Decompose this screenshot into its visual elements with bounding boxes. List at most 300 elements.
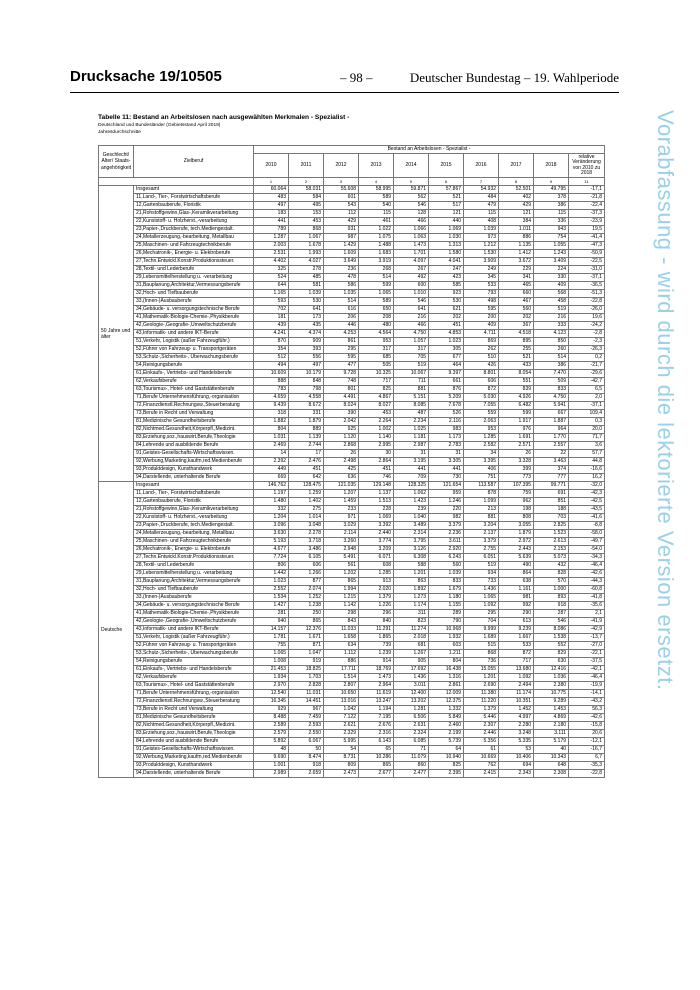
beruf-cell: 94,Darstellende, unterhaltende Berufe (134, 474, 254, 482)
value-cell: 983 (429, 426, 464, 434)
value-cell: 2.236 (429, 530, 464, 538)
value-cell: 7.459 (289, 714, 324, 722)
value-cell: 1.065 (254, 650, 289, 658)
value-cell: 881 (464, 514, 499, 522)
value-cell: 2.550 (289, 730, 324, 738)
value-cell: 490 (499, 562, 534, 570)
value-cell: 8.027 (359, 402, 394, 410)
change-cell: -23,9 (569, 218, 605, 226)
value-cell: 5.335 (499, 738, 534, 746)
value-cell: 2.582 (464, 442, 499, 450)
value-cell: 709 (394, 474, 429, 482)
value-cell: 1.313 (429, 242, 464, 250)
change-cell: -29,6 (569, 370, 605, 378)
value-cell: 441 (429, 466, 464, 474)
value-cell: 4.853 (429, 330, 464, 338)
value-cell: 12.416 (534, 666, 569, 674)
change-cell: 6,5 (569, 386, 605, 394)
beruf-cell: 92,Werbung,Marketing,kaufm,red.Medienberufe (134, 754, 254, 762)
value-cell: 484 (464, 194, 499, 202)
value-cell: 2.477 (394, 770, 429, 778)
value-cell: 2.234 (394, 418, 429, 426)
change-cell: -47,3 (569, 242, 605, 250)
value-cell: 65 (359, 746, 394, 754)
value-cell: 14 (254, 450, 289, 458)
change-cell: -26,0 (569, 306, 605, 314)
value-cell: 12.376 (289, 626, 324, 634)
change-cell: -22,8 (569, 298, 605, 306)
table-row (99, 722, 605, 730)
value-cell: 3.011 (394, 682, 429, 690)
value-cell: 546 (394, 298, 429, 306)
value-cell: 801 (324, 386, 359, 394)
value-cell: 480 (359, 322, 394, 330)
value-cell: 386 (534, 362, 569, 370)
value-cell: 2.498 (324, 458, 359, 466)
value-cell: 809 (324, 762, 359, 770)
value-cell: 825 (359, 386, 394, 394)
value-cell: 1.429 (324, 242, 359, 250)
beruf-cell: 41,Mathematik-Biologie-Chemie-,Physikberufe (134, 314, 254, 322)
value-cell: 561 (324, 562, 359, 570)
value-cell: 929 (254, 706, 289, 714)
change-cell: 20,6 (569, 730, 605, 738)
value-cell: 1.994 (324, 586, 359, 594)
value-cell: 1.243 (534, 250, 569, 258)
value-cell: 432 (534, 562, 569, 570)
value-cell: 519 (394, 362, 429, 370)
table-row (99, 418, 605, 426)
value-cell: 1.379 (464, 706, 499, 714)
beruf-cell: 33,(Innen-)Ausbauberufe (134, 594, 254, 602)
value-cell: 878 (464, 490, 499, 498)
table-row (99, 370, 605, 378)
value-cell: 202 (429, 314, 464, 322)
value-cell: 865 (359, 762, 394, 770)
value-cell: 458 (534, 298, 569, 306)
value-cell: 703 (534, 514, 569, 522)
value-cell: 390 (324, 410, 359, 418)
value-cell: 250 (289, 610, 324, 618)
table-row (99, 378, 605, 386)
change-cell: -27,0 (569, 642, 605, 650)
value-cell: 249 (464, 266, 499, 274)
value-cell: 943 (534, 226, 569, 234)
beruf-cell: 42,Geologie-,Geografie-,Umweltschutzberufe (134, 322, 254, 330)
value-cell: 540 (359, 202, 394, 210)
value-cell: 2.199 (429, 730, 464, 738)
beruf-cell: 41,Mathematik-Biologie-Chemie-,Physikberufe (134, 610, 254, 618)
value-cell: 730 (429, 474, 464, 482)
value-cell: 173 (289, 314, 324, 322)
value-cell: 440 (429, 218, 464, 226)
value-cell: 521 (499, 354, 534, 362)
value-cell: 1.000 (534, 586, 569, 594)
value-cell: 4.867 (359, 394, 394, 402)
value-cell: 399 (499, 466, 534, 474)
value-cell: 1.427 (254, 602, 289, 610)
value-cell: 1.204 (254, 514, 289, 522)
value-cell: 4.241 (254, 330, 289, 338)
value-cell: 1.069 (359, 514, 394, 522)
value-cell: 99.771 (534, 482, 569, 490)
value-cell: 1.075 (359, 234, 394, 242)
value-cell: 1.031 (254, 434, 289, 442)
table-row (99, 298, 605, 306)
value-cell: 10.286 (359, 754, 394, 762)
table-row (99, 242, 605, 250)
group-label: 50 Jahre und älter (99, 186, 134, 482)
beruf-cell: 63,Tourismus-, Hotel- und Gaststättenberufe (134, 386, 254, 394)
value-cell: 3.718 (289, 538, 324, 546)
value-cell: 31 (429, 450, 464, 458)
value-cell: 905 (394, 658, 429, 666)
table-row (99, 578, 605, 586)
value-cell: 889 (289, 426, 324, 434)
value-cell: 200 (464, 314, 499, 322)
beruf-cell: 71,Berufe Unternehmensführung,-organisation (134, 394, 254, 402)
value-cell: 1.667 (499, 634, 534, 642)
table-row (99, 618, 605, 626)
value-cell: 3.392 (359, 522, 394, 530)
value-cell: 2.571 (499, 442, 534, 450)
table-row (99, 730, 605, 738)
value-cell: 4.659 (254, 394, 289, 402)
value-cell: 2.380 (534, 682, 569, 690)
value-cell: 3.096 (254, 522, 289, 530)
beruf-cell: 28,Textil- und Lederberufe (134, 562, 254, 570)
value-cell: 121.035 (324, 482, 359, 490)
value-cell: 11.619 (359, 690, 394, 698)
value-cell: 289 (429, 610, 464, 618)
value-cell: 1.252 (289, 594, 324, 602)
beruf-cell: 72,Finanzdienstl.Rechnungsw.,Steuerberatung (134, 698, 254, 706)
value-cell: 5.995 (324, 738, 359, 746)
value-cell: 783 (254, 386, 289, 394)
value-cell: 1.285 (359, 570, 394, 578)
beruf-cell: 92,Werbung,Marketing,kaufm,red.Medienberufe (134, 458, 254, 466)
beruf-cell: 54,Reinigungsberufe (134, 362, 254, 370)
beruf-cell: 83,Erziehung,soz.,hauswirt.Berufe,Theologie (134, 434, 254, 442)
group-label: Deutsche (99, 482, 134, 778)
value-cell: 886 (499, 234, 534, 242)
value-cell: 789 (254, 226, 289, 234)
value-cell: 1.165 (254, 290, 289, 298)
change-cell: -16,6 (569, 466, 605, 474)
value-cell: 3.029 (324, 522, 359, 530)
value-cell: 519 (464, 562, 499, 570)
value-cell: 17.692 (394, 666, 429, 674)
value-cell: 2.018 (394, 634, 429, 642)
data-table (98, 145, 605, 778)
value-cell: 2.392 (254, 458, 289, 466)
value-cell: 2.308 (534, 770, 569, 778)
value-cell: 2.074 (289, 586, 324, 594)
change-cell: 109,4 (569, 410, 605, 418)
value-cell: 2.964 (359, 682, 394, 690)
value-cell: 3.379 (429, 522, 464, 530)
value-cell: 863 (394, 578, 429, 586)
change-cell: 0,2 (569, 354, 605, 362)
value-cell: 509 (534, 378, 569, 386)
value-cell: 4.402 (254, 258, 289, 266)
header-year: 2016 (464, 154, 499, 178)
change-cell: 56,3 (569, 706, 605, 714)
value-cell: 7.122 (324, 714, 359, 722)
value-cell: 918 (289, 762, 324, 770)
value-cell: 183 (254, 210, 289, 218)
value-cell: 7.195 (359, 714, 394, 722)
value-cell: 600 (394, 282, 429, 290)
value-cell: 6.051 (464, 554, 499, 562)
value-cell: 2.825 (534, 522, 569, 530)
value-cell: 40 (534, 746, 569, 754)
value-cell: 128 (394, 210, 429, 218)
value-cell: 429 (324, 218, 359, 226)
value-cell: 268 (359, 266, 394, 274)
value-cell: 2.116 (429, 418, 464, 426)
value-cell: 967 (289, 706, 324, 714)
value-cell: 1.882 (254, 418, 289, 426)
value-cell: 10.179 (289, 370, 324, 378)
table-row (99, 498, 605, 506)
table-row (99, 474, 605, 482)
value-cell: 8.054 (499, 370, 534, 378)
value-cell: 332 (254, 506, 289, 514)
value-cell: 1.036 (534, 674, 569, 682)
beruf-cell: 94,Darstellende, unterhaltende Berufe (134, 770, 254, 778)
value-cell: 959 (429, 490, 464, 498)
value-cell: 8.086 (534, 626, 569, 634)
header-year: 2011 (289, 154, 324, 178)
value-cell: 1.226 (359, 602, 394, 610)
value-cell: 1.035 (324, 290, 359, 298)
value-cell: 1.423 (394, 498, 429, 506)
beruf-cell: 32,Hoch- und Tiefbauberufe (134, 586, 254, 594)
value-cell: 345 (464, 274, 499, 282)
value-cell: 3.630 (254, 530, 289, 538)
value-cell: 121 (499, 210, 534, 218)
value-cell: 2.621 (324, 722, 359, 730)
value-cell: 982 (429, 514, 464, 522)
value-cell: 18.769 (359, 666, 394, 674)
value-cell: 3.611 (429, 538, 464, 546)
value-cell: 1.011 (499, 226, 534, 234)
value-cell: 556 (289, 354, 324, 362)
beruf-cell: 82,Nichtmed.Gesundheit,Körperpfl.,Medizint. (134, 426, 254, 434)
table-row (99, 234, 605, 242)
value-cell: 940 (254, 618, 289, 626)
value-cell: 1.066 (394, 226, 429, 234)
value-cell: 677 (429, 354, 464, 362)
value-cell: 21.453 (254, 666, 289, 674)
value-cell: 426 (464, 362, 499, 370)
table-row (99, 594, 605, 602)
change-cell: -43,5 (569, 506, 605, 514)
header-year: 2015 (429, 154, 464, 178)
change-cell: -42,5 (569, 498, 605, 506)
value-cell: 3.463 (534, 458, 569, 466)
value-cell: 584 (289, 194, 324, 202)
beruf-cell: 34,Gebäude- u. versorgungstechnische Berufe (134, 306, 254, 314)
value-cell: 1.010 (394, 290, 429, 298)
value-cell: 914 (359, 658, 394, 666)
value-cell: 868 (464, 650, 499, 658)
beruf-cell: 81,Medizinische Gesundheitsberufe (134, 418, 254, 426)
value-cell: 378 (534, 194, 569, 202)
value-cell: 5.849 (429, 714, 464, 722)
value-cell: 7.724 (254, 554, 289, 562)
beruf-cell: 73,Berufe in Recht und Verwaltung (134, 706, 254, 714)
table-row (99, 282, 605, 290)
table-row (99, 314, 605, 322)
value-cell: 691 (534, 490, 569, 498)
change-cell: 57,7 (569, 450, 605, 458)
value-cell: 1.459 (324, 498, 359, 506)
value-cell: 603 (429, 642, 464, 650)
value-cell: 895 (499, 338, 534, 346)
change-cell: -31,0 (569, 266, 605, 274)
value-cell: 762 (464, 762, 499, 770)
change-cell: -21,8 (569, 194, 605, 202)
value-cell: 1.701 (394, 250, 429, 258)
value-cell: 1.473 (359, 674, 394, 682)
value-cell: 3.328 (499, 458, 534, 466)
value-cell: 494 (254, 362, 289, 370)
value-cell: 850 (534, 338, 569, 346)
value-cell: 1.215 (324, 594, 359, 602)
value-cell: 2.307 (464, 722, 499, 730)
table-row (99, 586, 605, 594)
change-cell: -42,1 (569, 666, 605, 674)
value-cell: 630 (534, 658, 569, 666)
header-year: 2017 (499, 154, 534, 178)
value-cell: 439 (254, 322, 289, 330)
table-row (99, 210, 605, 218)
beruf-cell: 27,Techn.Entwickl.Konstr.Produktionssteuer. (134, 258, 254, 266)
value-cell: 1.538 (534, 634, 569, 642)
value-cell: 6.482 (499, 402, 534, 410)
change-cell: -41,8 (569, 594, 605, 602)
change-cell: 16,2 (569, 474, 605, 482)
value-cell: 825 (429, 762, 464, 770)
value-cell: 1.678 (289, 242, 324, 250)
value-cell: 551 (499, 378, 534, 386)
value-cell: 228 (359, 506, 394, 514)
value-cell: 57.867 (429, 186, 464, 194)
value-cell: 650 (359, 306, 394, 314)
value-cell: 451 (359, 466, 394, 474)
value-cell: 4.677 (254, 546, 289, 554)
value-cell: 2.593 (289, 722, 324, 730)
value-cell: 16.438 (429, 666, 464, 674)
value-cell: 1.040 (394, 514, 429, 522)
value-cell: 13.247 (359, 698, 394, 706)
value-cell: 976 (499, 426, 534, 434)
change-cell: 71,7 (569, 434, 605, 442)
value-cell: 188 (534, 506, 569, 514)
value-cell: 2.042 (324, 418, 359, 426)
header-zielberuf: Zielberuf (134, 146, 254, 178)
value-cell: 2.469 (254, 442, 289, 450)
table-row (99, 746, 605, 754)
value-cell: 10.650 (324, 690, 359, 698)
value-cell: 876 (429, 386, 464, 394)
change-cell: -32,0 (569, 482, 605, 490)
value-cell: 48 (254, 746, 289, 754)
value-cell: 923 (429, 290, 464, 298)
change-cell: -46,4 (569, 562, 605, 570)
beruf-cell: 63,Tourismus-, Hotel- und Gaststättenberufe (134, 682, 254, 690)
value-cell: 461 (359, 218, 394, 226)
value-cell: 806 (254, 562, 289, 570)
change-cell: -22,4 (569, 202, 605, 210)
table-row (99, 482, 605, 490)
value-cell: 1.580 (429, 250, 464, 258)
value-cell: 354 (254, 346, 289, 354)
table-row (99, 426, 605, 434)
watermark-text: Vorabfassung - wird durch die lektorierte Version ersetzt. (653, 110, 678, 691)
value-cell: 6.085 (394, 738, 429, 746)
value-cell: 1.689 (464, 634, 499, 642)
beruf-cell: Insgesamt (134, 186, 254, 194)
value-cell: 4.564 (359, 330, 394, 338)
value-cell: 1.120 (324, 434, 359, 442)
value-cell: 298 (324, 610, 359, 618)
value-cell: 1.180 (429, 594, 464, 602)
beruf-cell: 91,Geistes-Gesellschafts-Wirtschaftswissen. (134, 450, 254, 458)
value-cell: 1.917 (499, 418, 534, 426)
value-cell: 595 (464, 306, 499, 314)
value-cell: 115 (464, 210, 499, 218)
value-cell: 1.023 (429, 338, 464, 346)
value-cell: 870 (254, 338, 289, 346)
value-cell: 325 (254, 266, 289, 274)
table-row (99, 450, 605, 458)
value-cell: 198 (499, 506, 534, 514)
value-cell: 477 (324, 362, 359, 370)
value-cell: 1.140 (359, 434, 394, 442)
value-cell: 1.023 (254, 578, 289, 586)
value-cell: 8.801 (464, 370, 499, 378)
value-cell: 1.436 (394, 674, 429, 682)
value-cell: 267 (394, 266, 429, 274)
header-gender: Geschlecht/ Alter/ Staats-angehörigkeit (99, 146, 134, 178)
drucksache-label: Drucksache 19/10505 (70, 68, 222, 85)
value-cell: 1.683 (359, 250, 394, 258)
beruf-cell: 29,Lebensmittelherstellung u. -verarbeitung (134, 570, 254, 578)
value-cell: 1.892 (394, 586, 429, 594)
value-cell: 10.325 (359, 370, 394, 378)
value-cell: 953 (359, 338, 394, 346)
beruf-cell: 52,Führer von Fahrzeug- u. Transportgeräten (134, 642, 254, 650)
value-cell: 1.238 (289, 602, 324, 610)
value-cell: 22 (534, 450, 569, 458)
value-cell: 216 (534, 314, 569, 322)
value-cell: 1.194 (359, 706, 394, 714)
value-cell: 533 (464, 282, 499, 290)
value-cell: 606 (289, 562, 324, 570)
value-cell: 1.112 (324, 650, 359, 658)
value-cell: 3.489 (394, 522, 429, 530)
change-cell: -26,3 (569, 346, 605, 354)
change-cell: -34,3 (569, 554, 605, 562)
change-cell: -37,1 (569, 402, 605, 410)
value-cell: 546 (394, 202, 429, 210)
value-cell: 5.739 (429, 738, 464, 746)
value-cell: 9.289 (534, 698, 569, 706)
table-subtitle-period: Jahresdurchschnitte (98, 130, 141, 135)
